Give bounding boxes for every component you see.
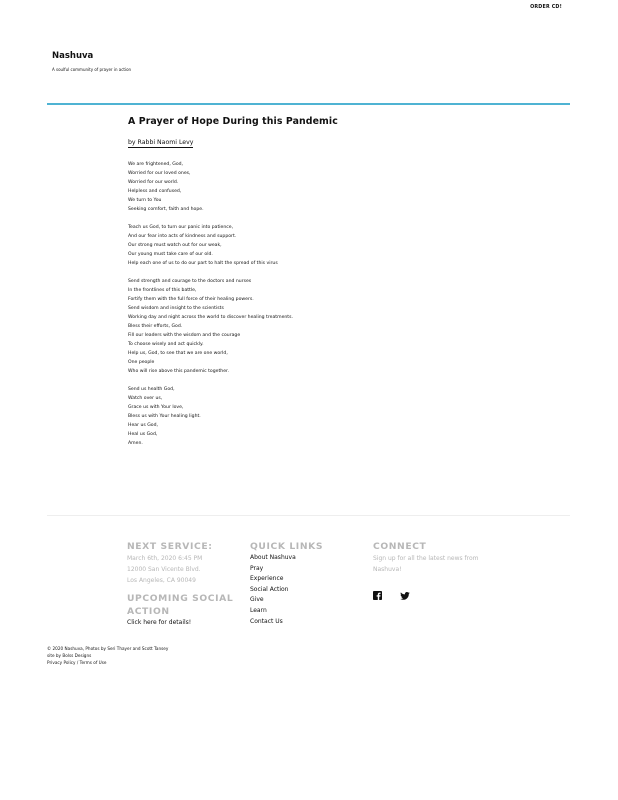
poem-line: Worried for our loved ones, <box>128 171 191 176</box>
poem-line: To choose wisely and act quickly. <box>128 342 204 347</box>
stanza <box>128 385 488 448</box>
service-address-line1: 12000 San Vicente Blvd. <box>127 566 201 573</box>
twitter-icon[interactable] <box>400 585 410 604</box>
quick-link-learn[interactable]: Learn <box>250 606 267 614</box>
quick-link-contact[interactable]: Contact Us <box>250 617 283 625</box>
connect-heading: CONNECT <box>373 541 427 552</box>
poem-line: Bless their efforts, God. <box>128 324 183 329</box>
connect-text-line2: Nashuva! <box>373 566 402 573</box>
poem-line: And our fear into acts of kindness and support. <box>128 234 237 239</box>
social-action-details-link[interactable]: Click here for details! <box>127 619 192 626</box>
poem-line: In the frontlines of this battle, <box>128 288 197 293</box>
poem-line: Our young must take care of our old. <box>128 252 213 257</box>
upcoming-heading-line1: UPCOMING SOCIAL <box>127 593 234 604</box>
poem-line: Working day and night across the world to discover healing treatments. <box>128 315 293 320</box>
poem-line: Send wisdom and insight to the scientists <box>128 306 224 311</box>
facebook-icon[interactable] <box>373 585 382 604</box>
copyright-block <box>47 645 168 666</box>
header-divider <box>47 103 570 105</box>
footer-divider <box>47 515 570 516</box>
quick-links-heading: QUICK LINKS <box>250 541 324 552</box>
next-service-column <box>127 540 247 629</box>
poem-line: Seeking comfort, faith and hope. <box>128 207 204 212</box>
poem-line: Who will rise above this pandemic together. <box>128 369 229 374</box>
poem-line: Hear us God, <box>128 423 158 428</box>
quick-links-column <box>250 540 370 627</box>
poem-line: Fill our leaders with the wisdom and the courage <box>128 333 241 338</box>
poem-line: Worried for our world. <box>128 180 179 185</box>
site-tagline: A soulful community of prayer in action <box>52 67 132 72</box>
poem-line: Help each one of us to do our part to halt the spread of this virus <box>128 261 278 266</box>
poem-line: Helpless and confused, <box>128 189 182 194</box>
upcoming-heading-line2: ACTION <box>127 606 170 617</box>
article <box>128 116 488 457</box>
site-credit-line: site by Bolss Designs <box>47 653 92 658</box>
author-link[interactable]: by Rabbi Naomi Levy <box>128 139 194 146</box>
poem-line: Send us health God, <box>128 387 175 392</box>
service-address-line2: Los Angeles, CA 90049 <box>127 577 196 584</box>
poem-line: Bless us with Your healing light. <box>128 414 201 419</box>
poem-line: We turn to You <box>128 198 162 203</box>
poem-line: Watch over us, <box>128 396 163 401</box>
social-links <box>373 585 493 604</box>
site-brand <box>52 43 131 72</box>
site-name-link[interactable]: Nashuva <box>52 51 94 61</box>
article-title: A Prayer of Hope During this Pandemic <box>128 116 338 127</box>
stanza <box>128 277 488 376</box>
poem-line: We are frightened, God, <box>128 162 184 167</box>
quick-link-give[interactable]: Give <box>250 596 264 604</box>
quick-link-about[interactable]: About Nashuva <box>250 554 296 561</box>
upcoming-social-action-heading <box>127 592 247 618</box>
connect-column <box>373 540 493 604</box>
quick-link-experience[interactable]: Experience <box>250 575 284 583</box>
quick-link-pray[interactable]: Pray <box>250 564 264 572</box>
quick-link-social-action[interactable]: Social Action <box>250 585 289 593</box>
privacy-terms-link[interactable]: Privacy Policy / Terms of Use <box>47 660 107 665</box>
stanza <box>128 160 488 214</box>
poem-line: Grace us with Your love, <box>128 405 184 410</box>
next-service-heading: NEXT SERVICE: <box>127 541 213 552</box>
poem-line: Teach us God, to turn our panic into patience, <box>128 225 234 230</box>
connect-text-line1: Sign up for all the latest news from <box>373 555 479 562</box>
poem-line: Send strength and courage to the doctors and nurses <box>128 279 252 284</box>
poem-line: Heal us God, <box>128 432 158 437</box>
service-date: March 6th, 2020 6:45 PM <box>127 555 203 562</box>
poem-line: Help us, God, to see that we are one world, <box>128 351 228 356</box>
poem-line: Our strong must watch out for our weak, <box>128 243 222 248</box>
poem <box>128 160 488 448</box>
copyright-line: © 2020 Nashuva, Photos by Seri Thayer and Scott Tansey <box>47 646 169 651</box>
poem-line: Fortify them with the full force of their healing powers. <box>128 297 254 302</box>
order-cd-link[interactable]: ORDER CD! <box>530 5 562 10</box>
poem-line: One people <box>128 360 155 365</box>
poem-line: Amen. <box>128 441 143 446</box>
stanza <box>128 223 488 268</box>
